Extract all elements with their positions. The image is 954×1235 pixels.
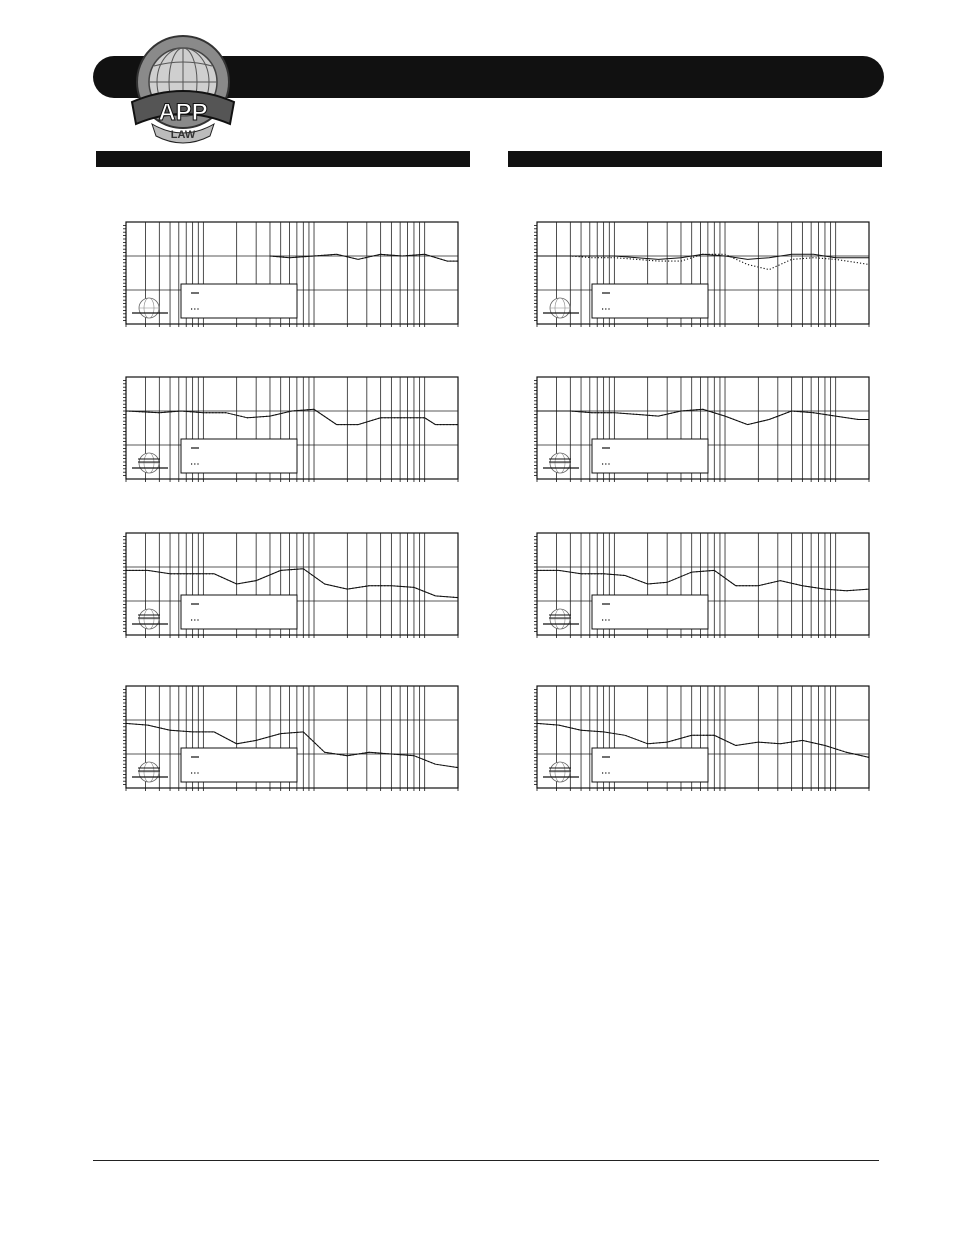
app-law-logo: [130, 32, 236, 144]
logo-top-text: APP: [158, 99, 208, 126]
series-line-solid: [126, 569, 458, 598]
series-line-solid: [537, 409, 869, 424]
mini-logo-icon: [132, 762, 168, 782]
chart-left-3: [120, 529, 464, 641]
section-bar-right: [508, 151, 882, 167]
series-line-dotted: [537, 254, 869, 269]
section-bar-left: [96, 151, 470, 167]
legend-box: [181, 284, 297, 318]
chart-right-1: [531, 218, 875, 330]
mini-logo-icon: [132, 298, 168, 318]
chart-left-2: [120, 373, 464, 485]
series-line-solid: [270, 254, 458, 261]
series-line-dotted: [537, 409, 869, 424]
mini-logo-icon: [132, 609, 168, 629]
legend-box: [181, 595, 297, 629]
chart-right-4: [531, 682, 875, 794]
chart-left-4: [120, 682, 464, 794]
chart-right-3: [531, 529, 875, 641]
legend-box: [592, 284, 708, 318]
mini-logo-icon: [543, 298, 579, 318]
footer-rule: [93, 1160, 879, 1161]
chart-left-1: [120, 218, 464, 330]
mini-logo-icon: [543, 762, 579, 782]
series-line-solid: [126, 409, 458, 424]
mini-logo-icon: [132, 453, 168, 473]
legend-box: [181, 748, 297, 782]
logo-bottom-text: LAW: [170, 129, 196, 141]
mini-logo-icon: [543, 609, 579, 629]
mini-logo-icon: [543, 453, 579, 473]
chart-right-2: [531, 373, 875, 485]
legend-box: [592, 748, 708, 782]
series-line-dotted: [126, 569, 458, 598]
legend-box: [592, 439, 708, 473]
legend-box: [181, 439, 297, 473]
series-line-solid: [537, 570, 869, 590]
legend-box: [592, 595, 708, 629]
